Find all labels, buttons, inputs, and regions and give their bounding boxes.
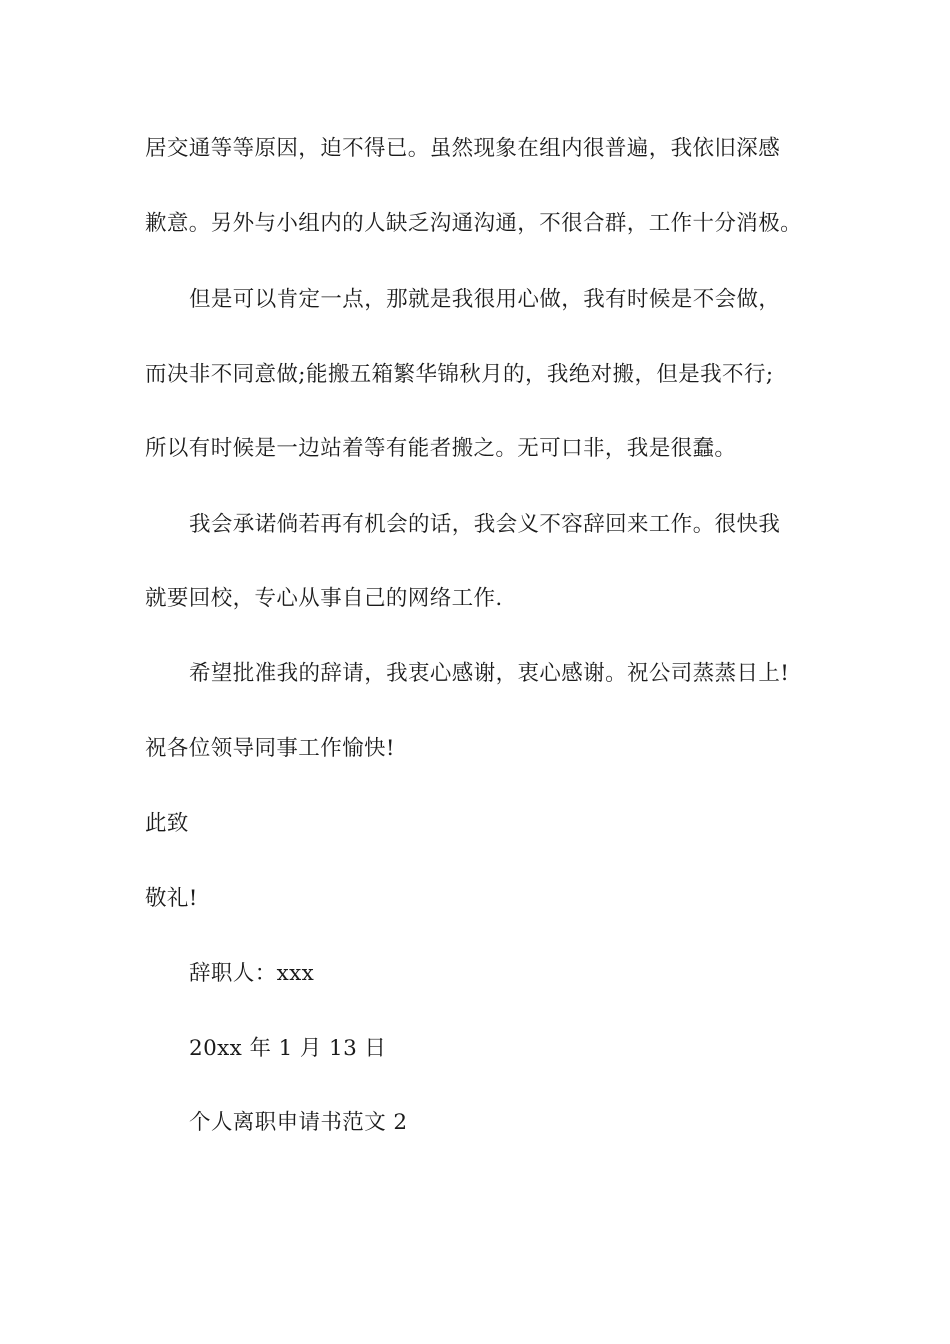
- paragraph-line: 就要回校，专心从事自己的网络工作.: [145, 586, 503, 611]
- paragraph-line: 但是可以肯定一点，那就是我很用心做，我有时候是不会做，: [189, 287, 781, 312]
- closing-salutation: 此致: [145, 811, 189, 836]
- paragraph-line: 我会承诺倘若再有机会的话，我会义不容辞回来工作。很快我: [189, 512, 781, 537]
- section-heading: 个人离职申请书范文 2: [189, 1110, 408, 1135]
- paragraph-line: 祝各位领导同事工作愉快!: [145, 736, 395, 761]
- paragraph-line: 而决非不同意做;能搬五箱繁华锦秋月的，我绝对搬，但是我不行;: [145, 362, 774, 387]
- paragraph-line: 歉意。另外与小组内的人缺乏沟通沟通，不很合群，工作十分消极。: [145, 211, 803, 236]
- closing-regards: 敬礼!: [145, 886, 198, 911]
- paragraph-line: 居交通等等原因，迫不得已。虽然现象在组内很普遍，我依旧深感: [145, 136, 781, 161]
- paragraph-line: 所以有时候是一边站着等有能者搬之。无可口非，我是很蠢。: [145, 436, 737, 461]
- paragraph-line: 希望批准我的辞请，我衷心感谢，衷心感谢。祝公司蒸蒸日上!: [189, 661, 790, 686]
- date-line: 20xx 年 1 月 13 日: [189, 1036, 387, 1061]
- signature-line: 辞职人：xxx: [189, 961, 315, 986]
